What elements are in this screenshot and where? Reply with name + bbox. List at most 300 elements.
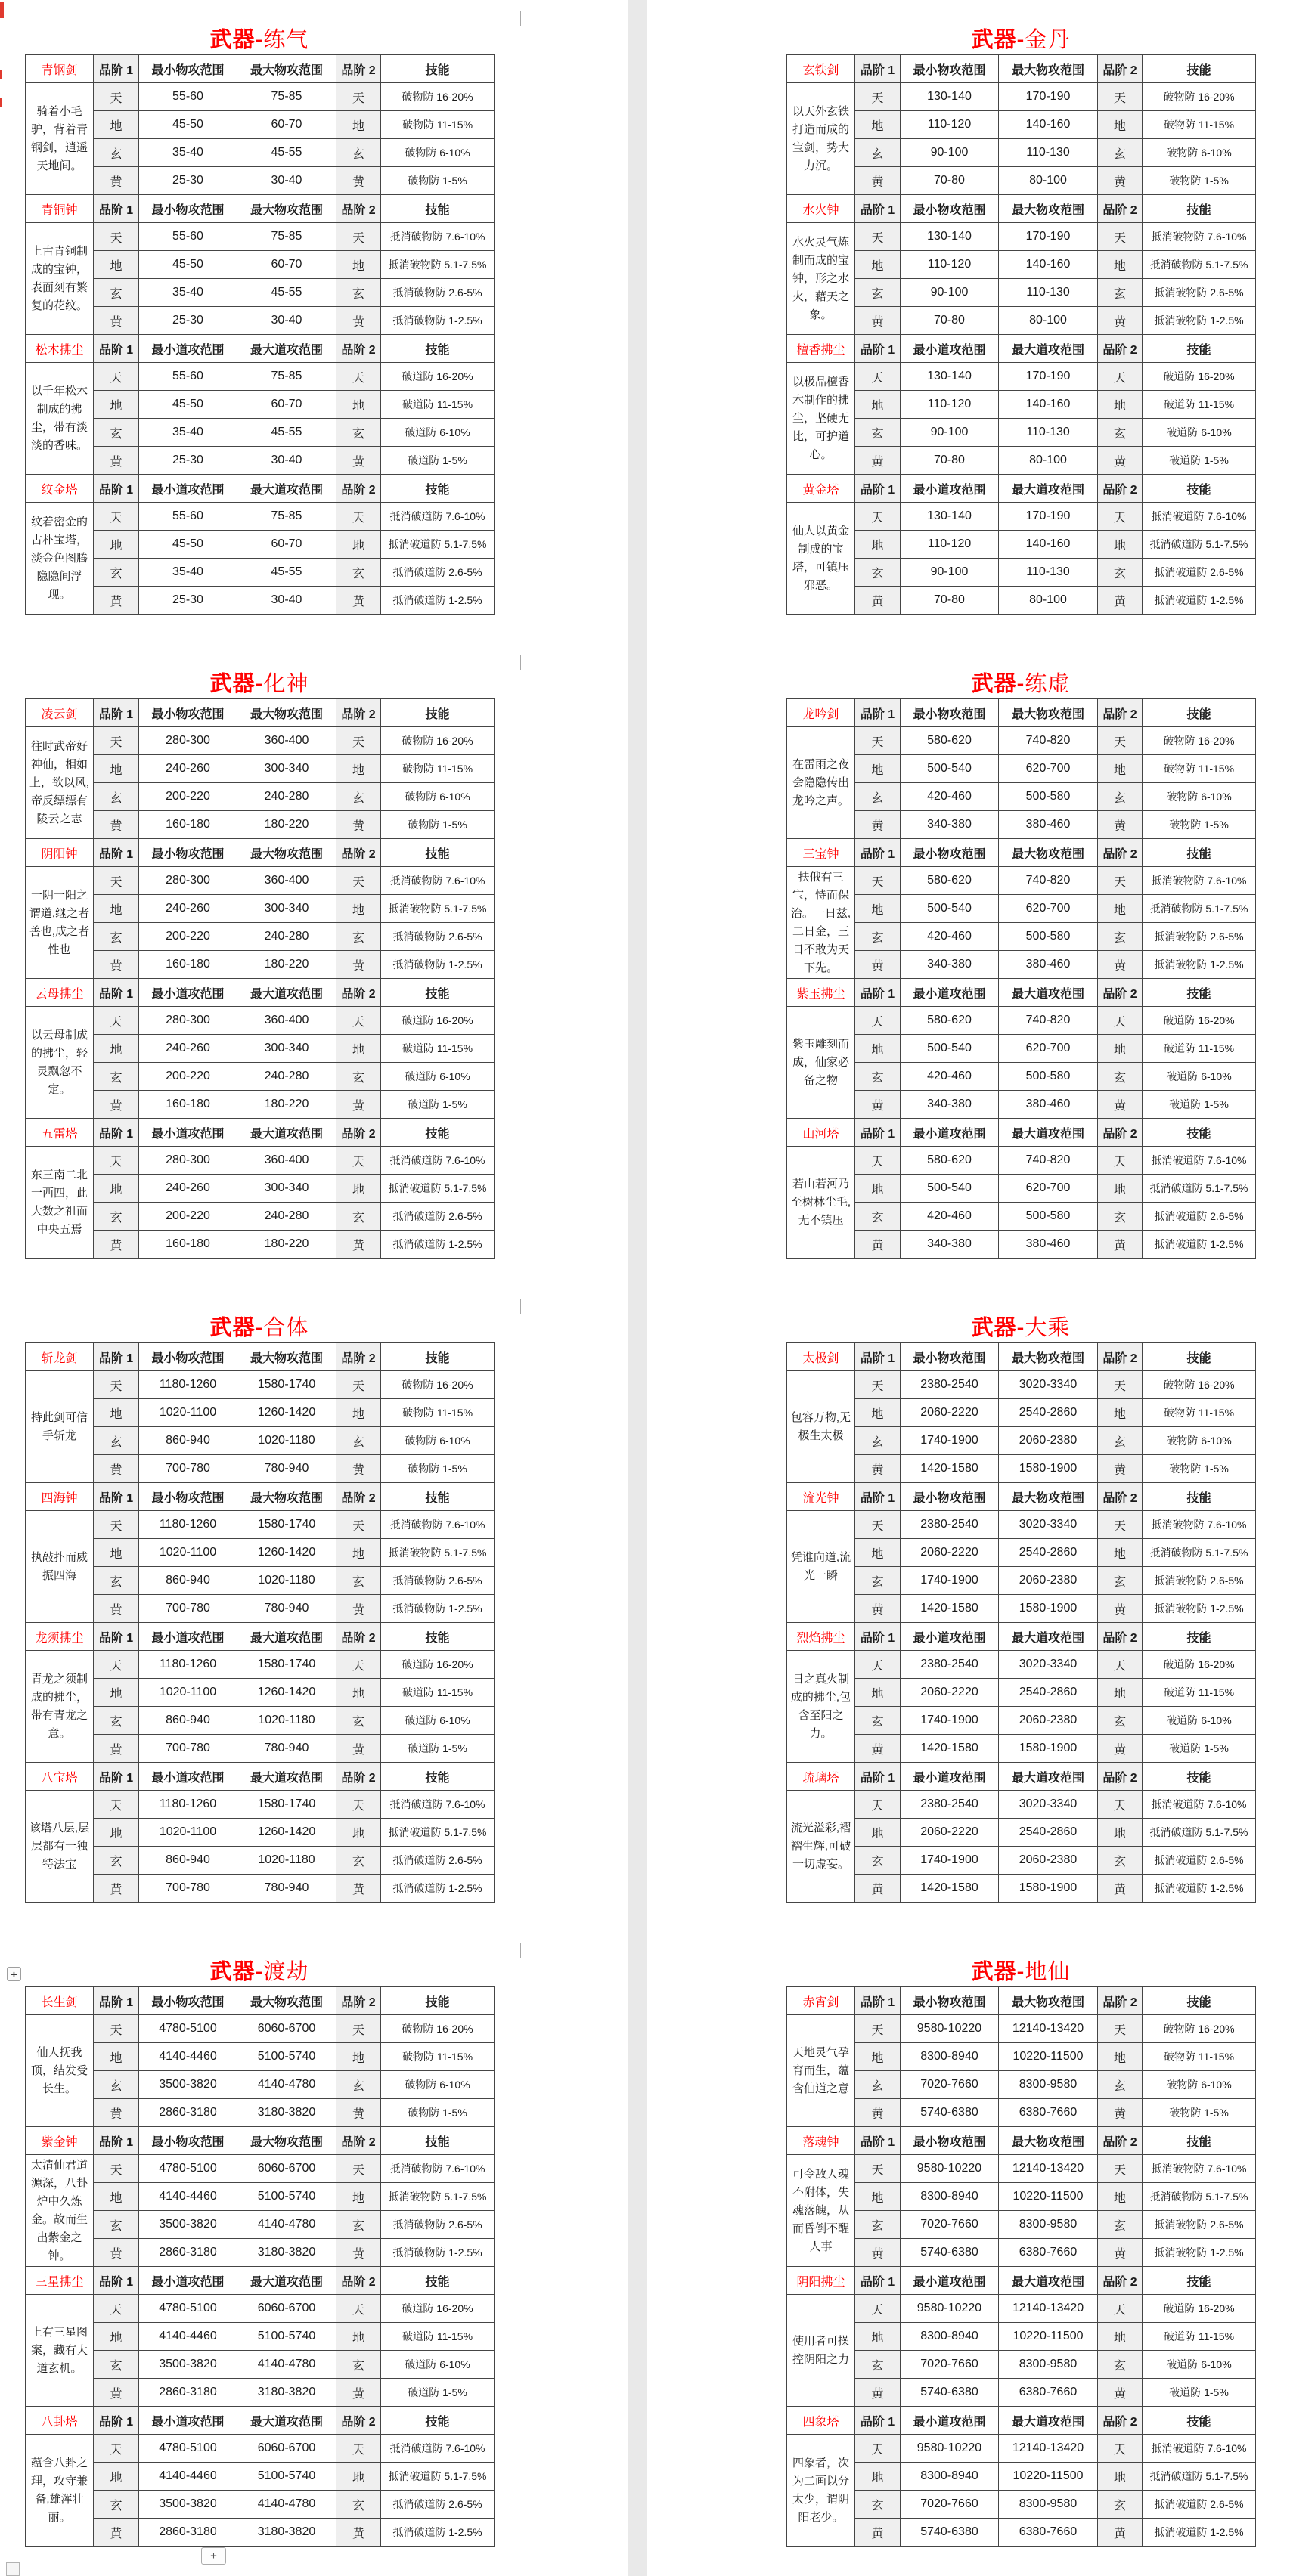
grade2-header: 品阶 2: [336, 475, 381, 503]
weapon-table: [25, 54, 495, 615]
grade2-cell: 地: [1098, 2183, 1143, 2211]
grade1-cell: 黄: [94, 307, 139, 335]
skill-value: 破道防 11-15%: [1143, 2323, 1256, 2351]
weapon-data-row: [787, 1175, 1256, 1203]
skill-header: 技能: [1143, 1483, 1256, 1511]
min-attack-value: 1180-1260: [139, 1791, 237, 1819]
grade2-cell: 地: [1098, 1399, 1143, 1427]
min-attack-value: 5740-6380: [901, 2239, 999, 2267]
skill-value: 抵消破物防 7.6-10%: [1143, 223, 1256, 251]
grade2-header: 品阶 2: [336, 2267, 381, 2295]
min-attack-header: 最小道攻范围: [139, 475, 237, 503]
skill-value: 抵消破物防 5.1-7.5%: [1143, 2183, 1256, 2211]
max-attack-value: 60-70: [237, 531, 336, 559]
skill-header: 技能: [381, 1343, 495, 1371]
min-attack-value: 7020-7660: [901, 2351, 999, 2379]
section-title-realm: 合体: [263, 1316, 309, 1340]
weapon-name: 山河塔: [787, 1119, 855, 1147]
weapon-data-row: [787, 1371, 1256, 1399]
skill-value: 破道防 16-20%: [381, 2295, 495, 2323]
grade2-header: 品阶 2: [1098, 335, 1143, 363]
skill-header: 技能: [1143, 55, 1256, 83]
max-attack-value: 1260-1420: [237, 1539, 336, 1567]
min-attack-value: 110-120: [901, 531, 999, 559]
max-attack-value: 380-460: [999, 811, 1098, 839]
page-corner-mark: [520, 655, 536, 670]
weapon-description: 以云母制成的拂尘，轻灵飘忽不定。: [26, 1007, 94, 1119]
weapon-header-row: [787, 1343, 1256, 1371]
grade2-header: 品阶 2: [1098, 1483, 1143, 1511]
grade1-cell: 玄: [94, 2211, 139, 2239]
weapon-data-row: [26, 1819, 495, 1847]
skill-value: 抵消破物防 5.1-7.5%: [1143, 1539, 1256, 1567]
weapon-name: 四海钟: [26, 1483, 94, 1511]
weapon-data-row: [26, 1427, 495, 1455]
min-attack-value: 280-300: [139, 867, 237, 895]
max-attack-value: 140-160: [999, 111, 1098, 139]
max-attack-value: 180-220: [237, 811, 336, 839]
weapon-table: [786, 1342, 1256, 1903]
skill-value: 破道防 11-15%: [381, 2323, 495, 2351]
min-attack-header: 最小物攻范围: [901, 839, 999, 867]
grade1-cell: 地: [94, 1035, 139, 1063]
skill-value: 抵消破道防 1-2.5%: [1143, 1231, 1256, 1259]
min-attack-header: 最小道攻范围: [901, 2267, 999, 2295]
min-attack-header: 最小物攻范围: [901, 195, 999, 223]
weapon-name: 阴阳拂尘: [787, 2267, 855, 2295]
weapon-data-row: [787, 1735, 1256, 1763]
max-attack-value: 10220-11500: [999, 2323, 1098, 2351]
grade1-cell: 天: [855, 83, 901, 111]
add-button[interactable]: +: [201, 2547, 226, 2565]
grade2-cell: 地: [336, 2043, 381, 2071]
min-attack-value: 1020-1100: [139, 1819, 237, 1847]
max-attack-value: 80-100: [999, 167, 1098, 195]
skill-value: 破物防 11-15%: [381, 1399, 495, 1427]
max-attack-header: 最大物攻范围: [237, 839, 336, 867]
min-attack-value: 70-80: [901, 307, 999, 335]
max-attack-value: 30-40: [237, 167, 336, 195]
skill-value: 破物防 6-10%: [1143, 2071, 1256, 2099]
grade2-cell: 黄: [336, 1231, 381, 1259]
weapon-data-row: [787, 559, 1256, 587]
weapon-header-row: [787, 839, 1256, 867]
grade1-cell: 玄: [94, 1847, 139, 1875]
grade1-cell: 地: [855, 531, 901, 559]
min-attack-header: 最小物攻范围: [139, 1483, 237, 1511]
weapon-data-row: [787, 587, 1256, 615]
weapon-name: 五雷塔: [26, 1119, 94, 1147]
min-attack-value: 420-460: [901, 1203, 999, 1231]
max-attack-value: 80-100: [999, 447, 1098, 475]
min-attack-value: 70-80: [901, 167, 999, 195]
grade2-cell: 黄: [336, 2519, 381, 2547]
grade1-header: 品阶 1: [94, 2407, 139, 2435]
grade1-cell: 玄: [94, 419, 139, 447]
skill-value: 抵消破物防 7.6-10%: [381, 867, 495, 895]
skill-value: 破物防 6-10%: [1143, 1427, 1256, 1455]
grade1-header: 品阶 1: [855, 979, 901, 1007]
weapon-name: 落魂钟: [787, 2127, 855, 2155]
grade1-cell: 天: [94, 2015, 139, 2043]
grade1-cell: 天: [855, 867, 901, 895]
weapon-header-row: [26, 1119, 495, 1147]
grade2-cell: 玄: [336, 2491, 381, 2519]
grade1-header: 品阶 1: [94, 195, 139, 223]
min-attack-value: 35-40: [139, 419, 237, 447]
max-attack-value: 6060-6700: [237, 2015, 336, 2043]
min-attack-value: 5740-6380: [901, 2099, 999, 2127]
weapon-header-row: [26, 1483, 495, 1511]
grade2-header: 品阶 2: [336, 839, 381, 867]
max-attack-value: 380-460: [999, 1231, 1098, 1259]
max-attack-value: 80-100: [999, 307, 1098, 335]
skill-value: 抵消破物防 7.6-10%: [381, 223, 495, 251]
max-attack-header: 最大物攻范围: [999, 1987, 1098, 2015]
skill-value: 抵消破物防 7.6-10%: [381, 2155, 495, 2183]
max-attack-value: 500-580: [999, 783, 1098, 811]
grade1-cell: 地: [94, 111, 139, 139]
min-attack-value: 130-140: [901, 83, 999, 111]
grade1-cell: 玄: [94, 139, 139, 167]
min-attack-value: 2380-2540: [901, 1651, 999, 1679]
grade1-cell: 玄: [94, 2351, 139, 2379]
grade1-cell: 玄: [855, 1203, 901, 1231]
max-attack-header: 最大物攻范围: [237, 55, 336, 83]
grade1-cell: 地: [855, 895, 901, 923]
skill-value: 破道防 11-15%: [381, 1679, 495, 1707]
max-attack-value: 740-820: [999, 1147, 1098, 1175]
weapon-data-row: [26, 2155, 495, 2183]
grade1-header: 品阶 1: [94, 839, 139, 867]
skill-value: 破道防 6-10%: [1143, 419, 1256, 447]
skill-value: 抵消破道防 1-2.5%: [381, 1875, 495, 1903]
grade2-cell: 玄: [1098, 923, 1143, 951]
skill-value: 破道防 11-15%: [381, 391, 495, 419]
grade2-cell: 地: [336, 895, 381, 923]
max-attack-header: 最大物攻范围: [999, 2127, 1098, 2155]
skill-value: 抵消破物防 2.6-5%: [1143, 279, 1256, 307]
skill-value: 抵消破物防 2.6-5%: [381, 2211, 495, 2239]
min-attack-value: 2060-2220: [901, 1819, 999, 1847]
max-attack-value: 3020-3340: [999, 1371, 1098, 1399]
weapon-header-row: [787, 1987, 1256, 2015]
skill-header: 技能: [381, 475, 495, 503]
skill-header: 技能: [381, 2127, 495, 2155]
weapon-data-row: [787, 1203, 1256, 1231]
skill-value: 抵消破道防 1-2.5%: [381, 2519, 495, 2547]
weapon-header-row: [26, 1343, 495, 1371]
skill-value: 破物防 16-20%: [1143, 727, 1256, 755]
weapon-data-row: [26, 1091, 495, 1119]
max-attack-header: 最大道攻范围: [237, 335, 336, 363]
grade1-cell: 黄: [855, 2099, 901, 2127]
max-attack-value: 620-700: [999, 1035, 1098, 1063]
min-attack-header: 最小物攻范围: [139, 1987, 237, 2015]
weapon-name: 流光钟: [787, 1483, 855, 1511]
weapon-description: 水火灵气炼制而成的宝钟，形之水火，藉天之象。: [787, 223, 855, 335]
grade2-cell: 天: [336, 2155, 381, 2183]
skill-value: 抵消破物防 1-2.5%: [381, 1595, 495, 1623]
min-attack-value: 200-220: [139, 783, 237, 811]
weapon-data-row: [787, 895, 1256, 923]
max-attack-value: 500-580: [999, 923, 1098, 951]
weapon-header-row: [26, 699, 495, 727]
weapon-data-row: [26, 2211, 495, 2239]
skill-value: 破物防 11-15%: [381, 111, 495, 139]
max-attack-header: 最大物攻范围: [999, 195, 1098, 223]
grade2-cell: 黄: [1098, 1735, 1143, 1763]
grade2-cell: 玄: [336, 1707, 381, 1735]
min-attack-value: 9580-10220: [901, 2295, 999, 2323]
max-attack-value: 1020-1180: [237, 1847, 336, 1875]
skill-value: 破物防 1-5%: [381, 2099, 495, 2127]
skill-value: 抵消破物防 7.6-10%: [381, 1511, 495, 1539]
grade2-header: 品阶 2: [1098, 475, 1143, 503]
skill-value: 破物防 11-15%: [381, 2043, 495, 2071]
page-corner-mark: [724, 658, 740, 673]
grade1-header: 品阶 1: [855, 839, 901, 867]
skill-header: 技能: [1143, 2407, 1256, 2435]
skill-value: 抵消破物防 2.6-5%: [381, 1567, 495, 1595]
weapon-data-row: [787, 1819, 1256, 1847]
weapon-data-row: [787, 2435, 1256, 2463]
grade1-cell: 天: [94, 2435, 139, 2463]
grade1-cell: 黄: [855, 2379, 901, 2407]
skill-header: 技能: [1143, 1763, 1256, 1791]
section-title: [25, 667, 494, 698]
weapon-description: 东三南二北一西四，此大数之祖而中央五焉: [26, 1147, 94, 1259]
min-attack-header: 最小物攻范围: [139, 1343, 237, 1371]
max-attack-value: 2060-2380: [999, 1427, 1098, 1455]
max-attack-value: 3180-3820: [237, 2379, 336, 2407]
max-attack-header: 最大道攻范围: [999, 475, 1098, 503]
section-title: [25, 1311, 494, 1342]
grade1-cell: 地: [855, 1539, 901, 1567]
min-attack-header: 最小道攻范围: [139, 2407, 237, 2435]
grade1-cell: 玄: [855, 2491, 901, 2519]
grade2-cell: 天: [1098, 867, 1143, 895]
grade1-cell: 玄: [94, 1567, 139, 1595]
grade1-header: 品阶 1: [94, 1623, 139, 1651]
weapon-data-row: [787, 223, 1256, 251]
max-attack-value: 10220-11500: [999, 2463, 1098, 2491]
grade1-cell: 黄: [94, 2099, 139, 2127]
skill-header: 技能: [1143, 979, 1256, 1007]
max-attack-header: 最大物攻范围: [237, 2127, 336, 2155]
min-attack-value: 1020-1100: [139, 1399, 237, 1427]
min-attack-value: 1180-1260: [139, 1651, 237, 1679]
grade2-cell: 天: [336, 1147, 381, 1175]
skill-value: 破道防 6-10%: [1143, 2351, 1256, 2379]
max-attack-value: 8300-9580: [999, 2351, 1098, 2379]
weapon-description: 骑着小毛驴，背着青钢剑，逍遥天地间。: [26, 83, 94, 195]
weapon-data-row: [787, 2323, 1256, 2351]
grade2-header: 品阶 2: [336, 1623, 381, 1651]
grade1-cell: 玄: [94, 2491, 139, 2519]
grade1-cell: 地: [855, 755, 901, 783]
min-attack-header: 最小物攻范围: [901, 699, 999, 727]
grade1-cell: 地: [94, 1679, 139, 1707]
min-attack-value: 1420-1580: [901, 1455, 999, 1483]
max-attack-value: 4140-4780: [237, 2071, 336, 2099]
skill-value: 抵消破物防 5.1-7.5%: [1143, 895, 1256, 923]
min-attack-value: 420-460: [901, 923, 999, 951]
min-attack-value: 860-940: [139, 1847, 237, 1875]
section-title-prefix: 武器-: [971, 1960, 1025, 1984]
min-attack-value: 55-60: [139, 503, 237, 531]
grade1-cell: 天: [855, 2295, 901, 2323]
min-attack-value: 2380-2540: [901, 1791, 999, 1819]
weapon-data-row: [787, 1455, 1256, 1483]
weapon-header-row: [787, 979, 1256, 1007]
weapon-data-row: [787, 531, 1256, 559]
grade1-cell: 天: [855, 2155, 901, 2183]
section-title-realm: 练虚: [1025, 672, 1071, 696]
grade2-cell: 地: [1098, 531, 1143, 559]
max-attack-value: 180-220: [237, 951, 336, 979]
grade1-cell: 玄: [94, 1063, 139, 1091]
max-attack-value: 170-190: [999, 223, 1098, 251]
weapon-name: 龙吟剑: [787, 699, 855, 727]
max-attack-value: 12140-13420: [999, 2015, 1098, 2043]
weapon-data-row: [26, 503, 495, 531]
weapon-description: 扶俄有三宝，恃而保治。一日兹,二日金，三日不敢为天下先。: [787, 867, 855, 979]
weapon-name: 纹金塔: [26, 475, 94, 503]
skill-value: 破道防 1-5%: [1143, 1091, 1256, 1119]
max-attack-value: 45-55: [237, 559, 336, 587]
weapon-data-row: [26, 1511, 495, 1539]
max-attack-value: 5100-5740: [237, 2463, 336, 2491]
weapon-data-row: [26, 1847, 495, 1875]
grade2-cell: 玄: [1098, 1847, 1143, 1875]
grade1-cell: 玄: [94, 559, 139, 587]
grade1-header: 品阶 1: [94, 475, 139, 503]
grade2-cell: 黄: [336, 167, 381, 195]
weapon-data-row: [26, 867, 495, 895]
grade2-cell: 地: [1098, 1679, 1143, 1707]
max-attack-value: 80-100: [999, 587, 1098, 615]
weapon-header-row: [26, 475, 495, 503]
skill-value: 抵消破道防 2.6-5%: [381, 2491, 495, 2519]
grade2-header: 品阶 2: [336, 1119, 381, 1147]
min-attack-value: 110-120: [901, 111, 999, 139]
grade1-cell: 地: [855, 2323, 901, 2351]
grade1-cell: 玄: [855, 1063, 901, 1091]
grade1-cell: 玄: [855, 139, 901, 167]
grade2-cell: 黄: [1098, 951, 1143, 979]
min-attack-value: 35-40: [139, 139, 237, 167]
weapon-description: 以千年松木制成的拂尘，带有淡淡的香味。: [26, 363, 94, 475]
skill-header: 技能: [381, 699, 495, 727]
weapon-header-row: [787, 699, 1256, 727]
min-attack-value: 4140-4460: [139, 2323, 237, 2351]
weapon-data-row: [26, 1035, 495, 1063]
max-attack-value: 4140-4780: [237, 2491, 336, 2519]
grade1-cell: 地: [94, 1539, 139, 1567]
min-attack-value: 160-180: [139, 811, 237, 839]
min-attack-value: 3500-3820: [139, 2071, 237, 2099]
max-attack-value: 45-55: [237, 419, 336, 447]
grade2-cell: 地: [1098, 2463, 1143, 2491]
min-attack-value: 240-260: [139, 895, 237, 923]
min-attack-value: 2380-2540: [901, 1371, 999, 1399]
grade1-header: 品阶 1: [94, 979, 139, 1007]
skill-header: 技能: [381, 979, 495, 1007]
grade2-cell: 黄: [336, 1875, 381, 1903]
grade2-cell: 天: [336, 1651, 381, 1679]
max-attack-value: 170-190: [999, 503, 1098, 531]
weapon-data-row: [26, 2239, 495, 2267]
weapon-data-row: [26, 1651, 495, 1679]
skill-value: 抵消破物防 1-2.5%: [1143, 2239, 1256, 2267]
weapon-data-row: [787, 307, 1256, 335]
weapon-data-row: [787, 2295, 1256, 2323]
weapon-data-row: [26, 363, 495, 391]
weapon-data-row: [26, 755, 495, 783]
skill-value: 破物防 11-15%: [1143, 1399, 1256, 1427]
max-attack-value: 3020-3340: [999, 1651, 1098, 1679]
max-attack-value: 8300-9580: [999, 2211, 1098, 2239]
max-attack-value: 3180-3820: [237, 2239, 336, 2267]
min-attack-value: 3500-3820: [139, 2491, 237, 2519]
max-attack-header: 最大道攻范围: [999, 1623, 1098, 1651]
min-attack-header: 最小物攻范围: [139, 699, 237, 727]
table-move-handle-icon[interactable]: +: [7, 1967, 21, 1981]
grade1-cell: 天: [855, 2015, 901, 2043]
min-attack-value: 2060-2220: [901, 1539, 999, 1567]
grade2-cell: 黄: [336, 307, 381, 335]
grade2-header: 品阶 2: [336, 2127, 381, 2155]
grade1-header: 品阶 1: [855, 1483, 901, 1511]
max-attack-value: 10220-11500: [999, 2043, 1098, 2071]
min-attack-value: 55-60: [139, 363, 237, 391]
min-attack-value: 2060-2220: [901, 1399, 999, 1427]
grade1-header: 品阶 1: [855, 2127, 901, 2155]
grade1-cell: 天: [855, 1651, 901, 1679]
grade2-cell: 地: [336, 1539, 381, 1567]
skill-value: 抵消破道防 1-2.5%: [381, 587, 495, 615]
min-attack-value: 9580-10220: [901, 2155, 999, 2183]
weapon-header-row: [787, 2267, 1256, 2295]
grade2-cell: 黄: [1098, 2519, 1143, 2547]
grade1-cell: 玄: [855, 279, 901, 307]
max-attack-header: 最大道攻范围: [237, 1623, 336, 1651]
min-attack-value: 25-30: [139, 587, 237, 615]
min-attack-value: 340-380: [901, 811, 999, 839]
max-attack-value: 180-220: [237, 1091, 336, 1119]
weapon-data-row: [26, 83, 495, 111]
min-attack-value: 55-60: [139, 223, 237, 251]
max-attack-value: 780-940: [237, 1735, 336, 1763]
max-attack-value: 75-85: [237, 83, 336, 111]
min-attack-value: 1740-1900: [901, 1567, 999, 1595]
grade2-cell: 黄: [336, 2379, 381, 2407]
grade2-cell: 玄: [336, 1203, 381, 1231]
weapon-description: 青龙之须制成的拂尘，带有青龙之意。: [26, 1651, 94, 1763]
grade2-header: 品阶 2: [1098, 2407, 1143, 2435]
weapon-data-row: [787, 363, 1256, 391]
grade2-cell: 地: [1098, 1819, 1143, 1847]
grade2-cell: 玄: [336, 1567, 381, 1595]
max-attack-value: 620-700: [999, 755, 1098, 783]
max-attack-value: 10220-11500: [999, 2183, 1098, 2211]
grade2-cell: 玄: [336, 783, 381, 811]
grade2-cell: 玄: [1098, 1203, 1143, 1231]
min-attack-value: 500-540: [901, 1035, 999, 1063]
weapon-data-row: [787, 279, 1256, 307]
skill-value: 抵消破道防 5.1-7.5%: [381, 531, 495, 559]
